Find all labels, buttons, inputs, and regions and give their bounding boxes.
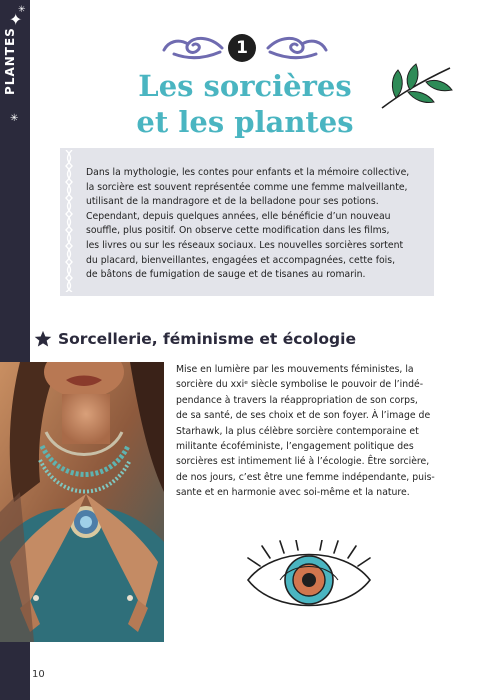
woman-hands-photo [0,362,164,642]
chapter-number-badge: 1 [228,34,256,62]
intro-line: souffle, plus positif. On observe cette modification dans les films, [86,225,390,237]
intro-line: les livres ou sur les réseaux sociaux. Les nouvelles sorcières sortent [86,239,404,251]
body-line: de nos jours, c’est être une femme indépendante, puis- [176,471,435,483]
evil-eye-icon [240,540,378,618]
intro-line: utilisant de la mandragore et de la belladone pour ses potions. [86,196,379,208]
page-number: 10 [32,669,45,680]
star-icon [34,330,52,348]
body-line: sorcière du xxiᵉ siècle symbolise le pouvoir de l’indé- [176,379,424,391]
asterisk-icon: ✳ [10,113,19,124]
intro-line: Cependant, depuis quelques années, elle bénéficie d’un nouveau [86,210,391,222]
body-line: sorcières est intimement lié à l’écologie. Être sorcière, [176,456,430,468]
intro-line: Dans la mythologie, les contes pour enfants et la mémoire collective, [86,167,410,178]
body-line: pendance à travers la réappropriation de son corps, [176,394,418,406]
chapter-title-line2: et les plantes [136,105,354,139]
body-line: militante écoféministe, l’engagement politique des [176,441,414,453]
body-line: Starhawk, la plus célèbre sorcière contemporaine et [176,425,419,437]
chapter-title [110,68,380,140]
section-heading-text: Sorcellerie, féminisme et écologie [58,330,356,348]
olive-branch-icon [378,62,458,112]
body-line: Mise en lumière par les mouvements féministes, la [176,364,414,375]
intro-paragraph [86,166,430,283]
section-heading [34,330,356,348]
body-paragraph [176,362,452,501]
intro-line: du placard, bienveillantes, engagées et accompagnées, cette fois, [86,254,396,266]
braid-ornament [64,150,74,292]
sparkle-icon: ✦ [9,10,23,29]
sparkle-small-icon: ✳ [18,5,26,15]
sidebar-tab-label: PLANTES [3,27,17,95]
chapter-title-line1: Les sorcières [138,69,352,103]
body-line: sante et en harmonie avec soi-même et la nature. [176,487,410,499]
intro-line: de bâtons de fumigation de sauge et de tisanes au romarin. [86,269,366,281]
body-line: de sa santé, de ses choix et de son foyer. À l’image de [176,410,431,422]
intro-line: la sorcière est souvent représentée comme une femme malveillante, [86,181,408,193]
